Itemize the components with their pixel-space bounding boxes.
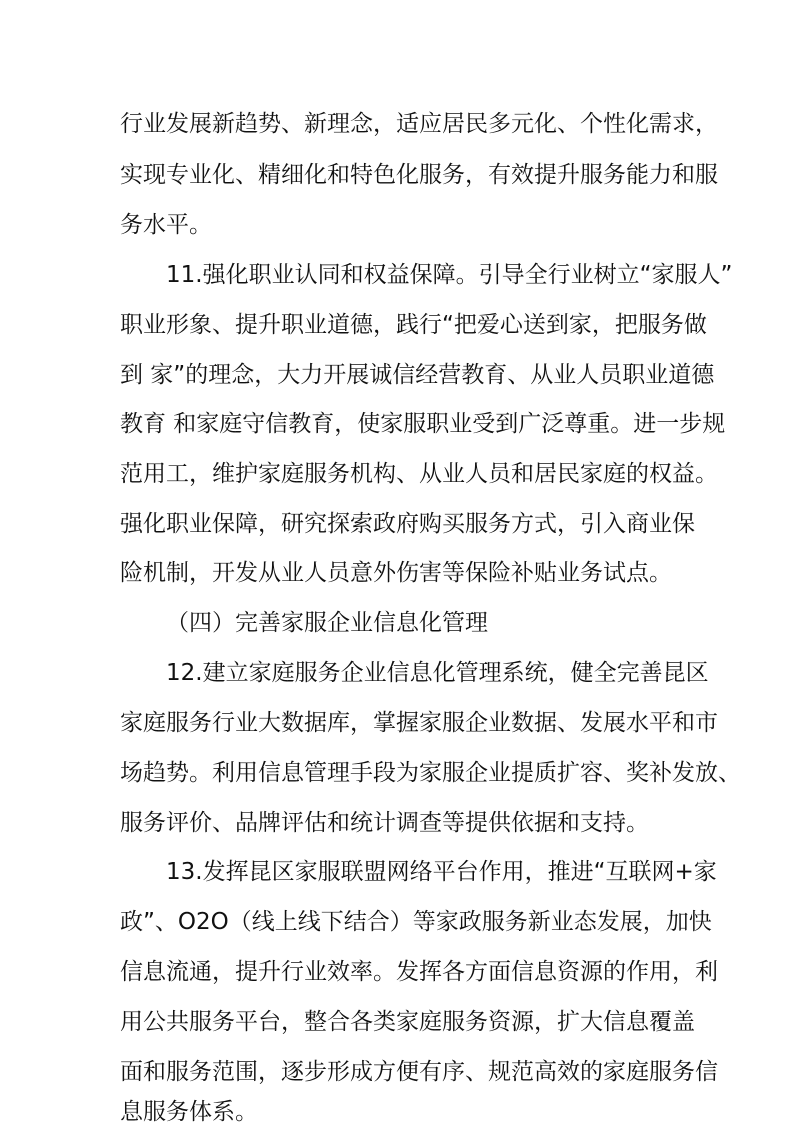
text-line: 11.强化职业认同和权益保障。引导全行业树立“家服人”: [166, 262, 733, 288]
section-heading: （四）完善家服企业信息化管理: [166, 610, 488, 636]
text-line: 政”、O2O（线上线下结合）等家政服务新业态发展，加快: [120, 909, 712, 935]
text-line: 职业形象、提升职业道德，践行“把爱心送到家，把服务做: [120, 312, 707, 338]
text-line: 13.发挥昆区家服联盟网络平台作用，推进“互联网+家: [166, 859, 717, 885]
text-line: 实现专业化、精细化和特色化服务，有效提升服务能力和服: [120, 162, 718, 188]
text-line: 务水平。: [120, 212, 212, 238]
text-line: 家庭服务行业大数据库，掌握家服企业数据、发展水平和市: [120, 710, 718, 736]
text-line: 信息流通，提升行业效率。发挥各方面信息资源的作用，利: [120, 959, 718, 985]
text-line: 范用工，维护家庭服务机构、从业人员和居民家庭的权益。: [120, 461, 718, 487]
text-line: 到 家”的理念，大力开展诚信经营教育、从业人员职业道德: [120, 362, 715, 388]
text-line: 用公共服务平台，整合各类家庭服务资源，扩大信息覆盖: [120, 1009, 695, 1035]
text-line: 12.建立家庭服务企业信息化管理系统，健全完善昆区: [166, 660, 709, 686]
text-line: 强化职业保障，研究探索政府购买服务方式，引入商业保: [120, 511, 695, 537]
text-line: 面和服务范围，逐步形成方便有序、规范高效的家庭服务信: [120, 1059, 718, 1085]
text-line: 险机制，开发从业人员意外伤害等保险补贴业务试点。: [120, 560, 672, 586]
text-line: 行业发展新趋势、新理念，适应居民多元化、个性化需求，: [120, 111, 718, 137]
text-line: 场趋势。利用信息管理手段为家服企业提质扩容、奖补发放、: [120, 760, 741, 786]
text-line: 息服务体系。: [120, 1099, 258, 1125]
text-line: 教育 和家庭守信教育，使家服职业受到广泛尊重。进一步规: [120, 411, 726, 437]
text-line: 服务评价、品牌评估和统计调查等提供依据和支持。: [120, 810, 649, 836]
